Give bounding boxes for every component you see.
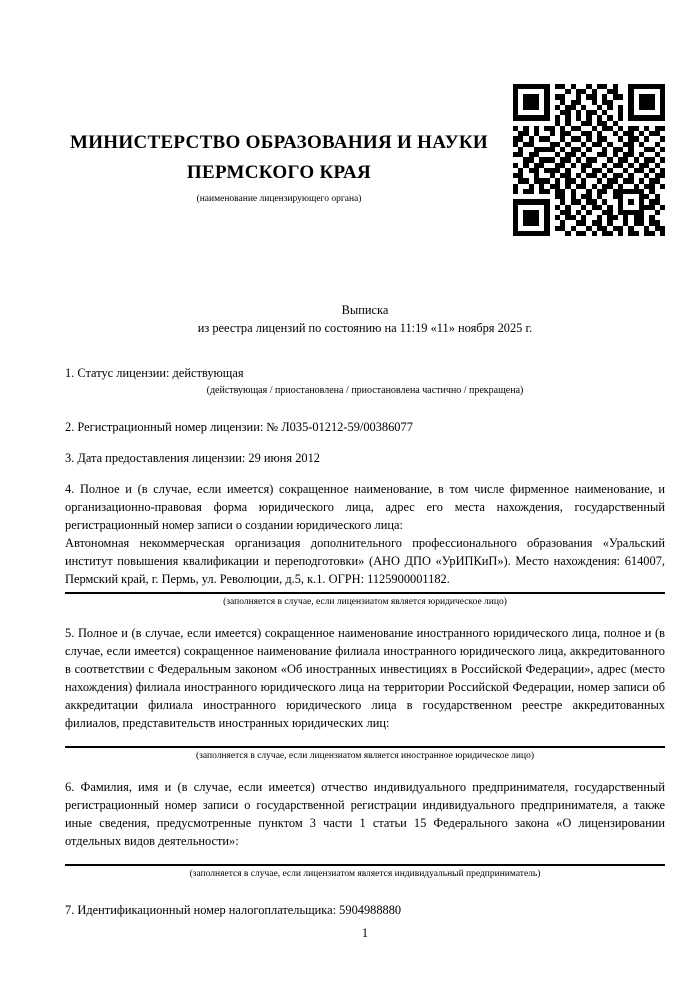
section-4-separator-line bbox=[65, 592, 665, 594]
section-3-grant-date bbox=[65, 450, 665, 468]
section-6-individual-entrepreneur bbox=[65, 779, 665, 882]
ministry-caption: (наименование лицензирующего органа) bbox=[196, 193, 362, 204]
document-subtitle: из реестра лицензий по состоянию на 11:19 «11» ноября 2025 г. bbox=[197, 320, 533, 335]
section-5-foreign-entity bbox=[65, 625, 665, 764]
section-2-text: 2. Регистрационный номер лицензии: № Л035-01212-59/00386077 bbox=[65, 420, 413, 435]
section-5-caption: (заполняется в случае, если лицензиатом является иностранное юридическое лицо) bbox=[196, 751, 534, 761]
page-number: 1 bbox=[361, 926, 369, 940]
section-1-note: (действующая / приостановлена / приостановлена частично / прекращена) bbox=[206, 384, 524, 396]
section-3-text: 3. Дата предоставления лицензии: 29 июня 2012 bbox=[65, 451, 321, 466]
document-title: Выписка bbox=[341, 303, 389, 317]
section-5-text: 5. Полное и (в случае, если имеется) сокращенное наименование иностранного юридического лица, полное и (в случае, если имеется) сокращенное наименование филиала иностранного юридического лица, аккредитованного в соответствии с Федеральным законом «Об иностранных инвестициях в Российской Федерации», адрес (место нахождения) филиала иностранного юридического лица на территории Российской Федерации, номер записи об аккредитации филиала иностранного юридического лица в государственном реестре аккредитованных филиалов, представительств иностранных юридических лиц: bbox=[65, 626, 665, 731]
section-4-caption: (заполняется в случае, если лицензиатом является юридическое лицо) bbox=[223, 597, 507, 608]
document-header bbox=[65, 0, 665, 236]
licensing-authority-block bbox=[65, 84, 513, 207]
section-5-separator-line bbox=[65, 746, 665, 748]
section-7-taxpayer-id bbox=[65, 902, 665, 920]
ministry-name-line2: ПЕРМСКОГО КРАЯ bbox=[186, 162, 372, 184]
section-6-separator-line bbox=[65, 864, 665, 866]
ministry-name-line1: МИНИСТЕРСТВО ОБРАЗОВАНИЯ И НАУКИ bbox=[69, 132, 489, 153]
section-4-legal-entity bbox=[65, 481, 665, 610]
section-1-license-status bbox=[65, 365, 665, 398]
document-title-block bbox=[65, 302, 665, 338]
section-2-registration-number bbox=[65, 419, 665, 437]
qr-code bbox=[513, 84, 665, 236]
section-4-value: Автономная некоммерческая организация дополнительного профессионального образования «Уральский институт повышения квалификации и переподготовки» (АНО ДПО «УрИПКиП»). Место нахождения: 614007, Пермский край, г. Пермь, ул. Революции, д.5, к.1. ОГРН: 1125900001182. bbox=[65, 536, 665, 587]
section-4-text: 4. Полное и (в случае, если имеется) сокращенное наименование, в том числе фирменное наименование, и организационно-правовая форма юридического лица, адрес его места нахождения, государственный регистрационный номер записи о создании юридического лица: bbox=[65, 482, 665, 533]
section-1-text: 1. Статус лицензии: действующая bbox=[65, 365, 244, 380]
section-7-text: 7. Идентификационный номер налогоплательщика: 5904988880 bbox=[65, 903, 402, 918]
section-6-caption: (заполняется в случае, если лицензиатом является индивидуальный предприниматель) bbox=[189, 868, 541, 879]
section-6-text: 6. Фамилия, имя и (в случае, если имеется) отчество индивидуального предпринимателя, государственный регистрационный номер записи о государственной регистрации индивидуального предпринимателя, а также иные сведения, предусмотренные пунктом 3 части 1 статьи 15 Федерального закона «О лицензировании отдельных видов деятельности»: bbox=[65, 779, 665, 848]
